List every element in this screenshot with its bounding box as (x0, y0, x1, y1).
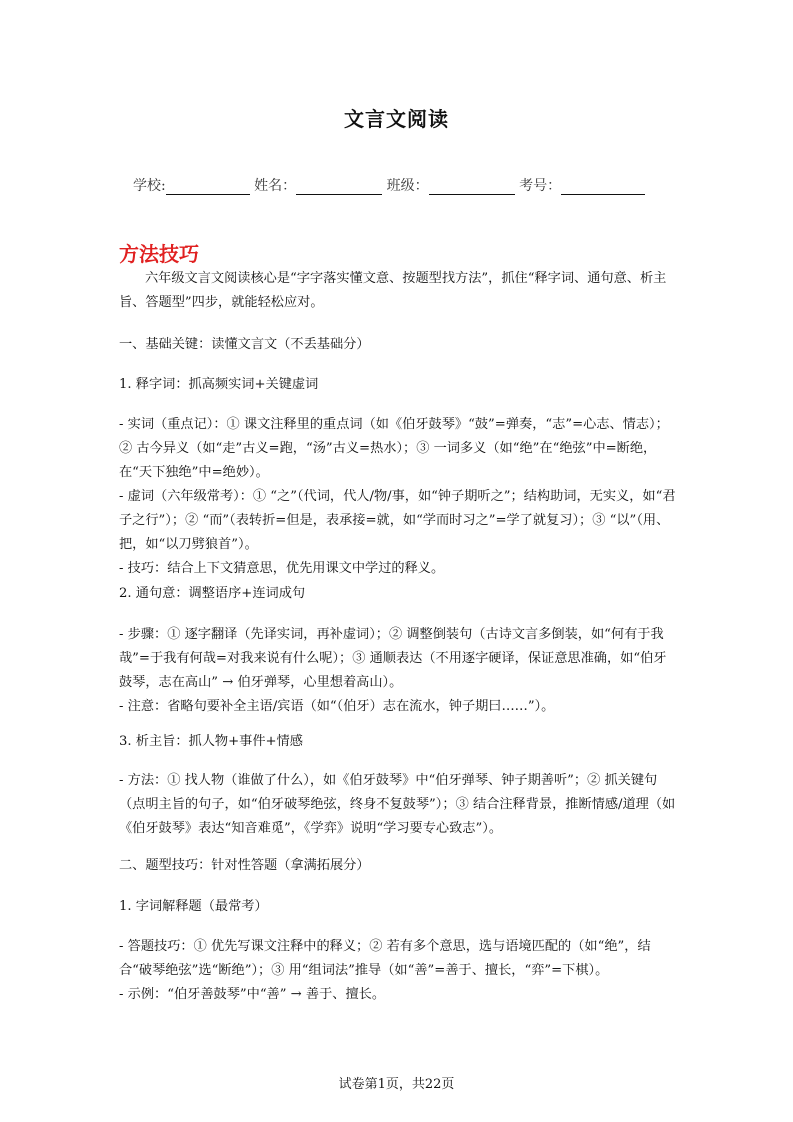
item1-heading (119, 373, 679, 397)
page-title: 文言文阅读 (344, 107, 449, 131)
q1-example-paragraph: - 示例：“伯牙善鼓琴”中“善” → 善于、擅长。 (119, 987, 386, 1002)
class-blank[interactable] (429, 176, 515, 195)
item2-heading (119, 582, 679, 606)
method-paragraph: - 方法：① 找人物（谁做了什么），如《伯牙鼓琴》中“伯牙弹琴、钟子期善听”；② 抓关键句（点明主旨的句子，如“伯牙破琴绝弦，终身不复鼓琴”）；③ 结合注释背景，推断情感/道理（如《伯牙鼓琴》表达“知音难觅”，《学弈》说明“学习要专心致志”）。 (119, 773, 676, 836)
class-label: 班级： (386, 178, 429, 194)
exam-number-blank[interactable] (561, 176, 645, 195)
jiqiao-paragraph: - 技巧：结合上下文猜意思，优先用课文中学过的释义。 (119, 561, 445, 576)
q1-details (119, 935, 679, 1007)
page-footer: 试卷第1页，共22页 (338, 1077, 455, 1092)
part1-heading-text: 一、基础关键：读懂文言文（不丢基础分） (119, 337, 370, 352)
q1-heading-text: 1. 字词解释题（最常考） (119, 899, 268, 914)
steps-paragraph: - 步骤：① 逐字翻译（先译实词，再补虚词）；② 调整倒装句（古诗文言多倒装，如“何有于我哉”=于我有何哉=对我来说有什么呢）；③ 通顺表达（不用逐字硬译，保证意思准确，如“伯牙鼓琴，志在高山” → 伯牙弹琴，心里想着高山）。 (119, 627, 667, 690)
student-info-row (133, 175, 693, 197)
section-heading: 方法技巧 (119, 242, 199, 266)
item3-details (119, 769, 679, 841)
intro-paragraph (119, 267, 679, 315)
exam-number-label: 考号： (519, 178, 562, 194)
xuci-paragraph: - 虚词（六年级常考）：① “之”（代词，代人/物/事，如“钟子期听之”；结构助词，无实义，如“君子之行”）；② “而”（表转折=但是，表承接=就，如“学而时习之”=学了就复习）；③ “以”（用、把，如“以刀劈狼首”）。 (119, 489, 676, 552)
name-blank[interactable] (296, 176, 382, 195)
part2-heading-text: 二、题型技巧：针对性答题（拿满拓展分） (119, 858, 370, 873)
shici-paragraph: - 实词（重点记）：① 课文注释里的重点词（如《伯牙鼓琴》“鼓”=弹奏，“志”=心志、情志）；② 古今异义（如“走”古义=跑，“汤”古义=热水）；③ 一词多义（如“绝”在“绝弦”中=断绝，在“天下独绝”中=绝妙）。 (119, 417, 669, 480)
school-blank[interactable] (166, 176, 250, 195)
part1-heading (119, 333, 679, 357)
part2-heading (119, 854, 679, 878)
school-label: 学校: (133, 178, 166, 194)
item3-heading-text: 3. 析主旨：抓人物+事件+情感 (119, 734, 303, 749)
q1-heading (119, 895, 679, 919)
item1-details (119, 413, 679, 581)
intro-text: 六年级文言文阅读核心是“字字落实懂文意、按题型找方法”，抓住“释字词、通句意、析主旨、答题型”四步，就能轻松应对。 (119, 271, 667, 310)
q1-tips-paragraph: - 答题技巧：① 优先写课文注释中的释义；② 若有多个意思，选与语境匹配的（如“绝”，结合“破琴绝弦”选“断绝”）；③ 用“组词法”推导（如“善”=善于、擅长，“弈”=下棋）。 (119, 939, 651, 978)
name-label: 姓名： (254, 178, 297, 194)
item2-heading-text: 2. 通句意：调整语序+连词成句 (119, 586, 306, 601)
item1-heading-text: 1. 释字词：抓高频实词+关键虚词 (119, 377, 319, 392)
item2-details (119, 623, 679, 719)
item3-heading (119, 730, 679, 754)
note-paragraph: - 注意：省略句要补全主语/宾语（如“（伯牙）志在流水，钟子期曰……”）。 (119, 699, 555, 714)
